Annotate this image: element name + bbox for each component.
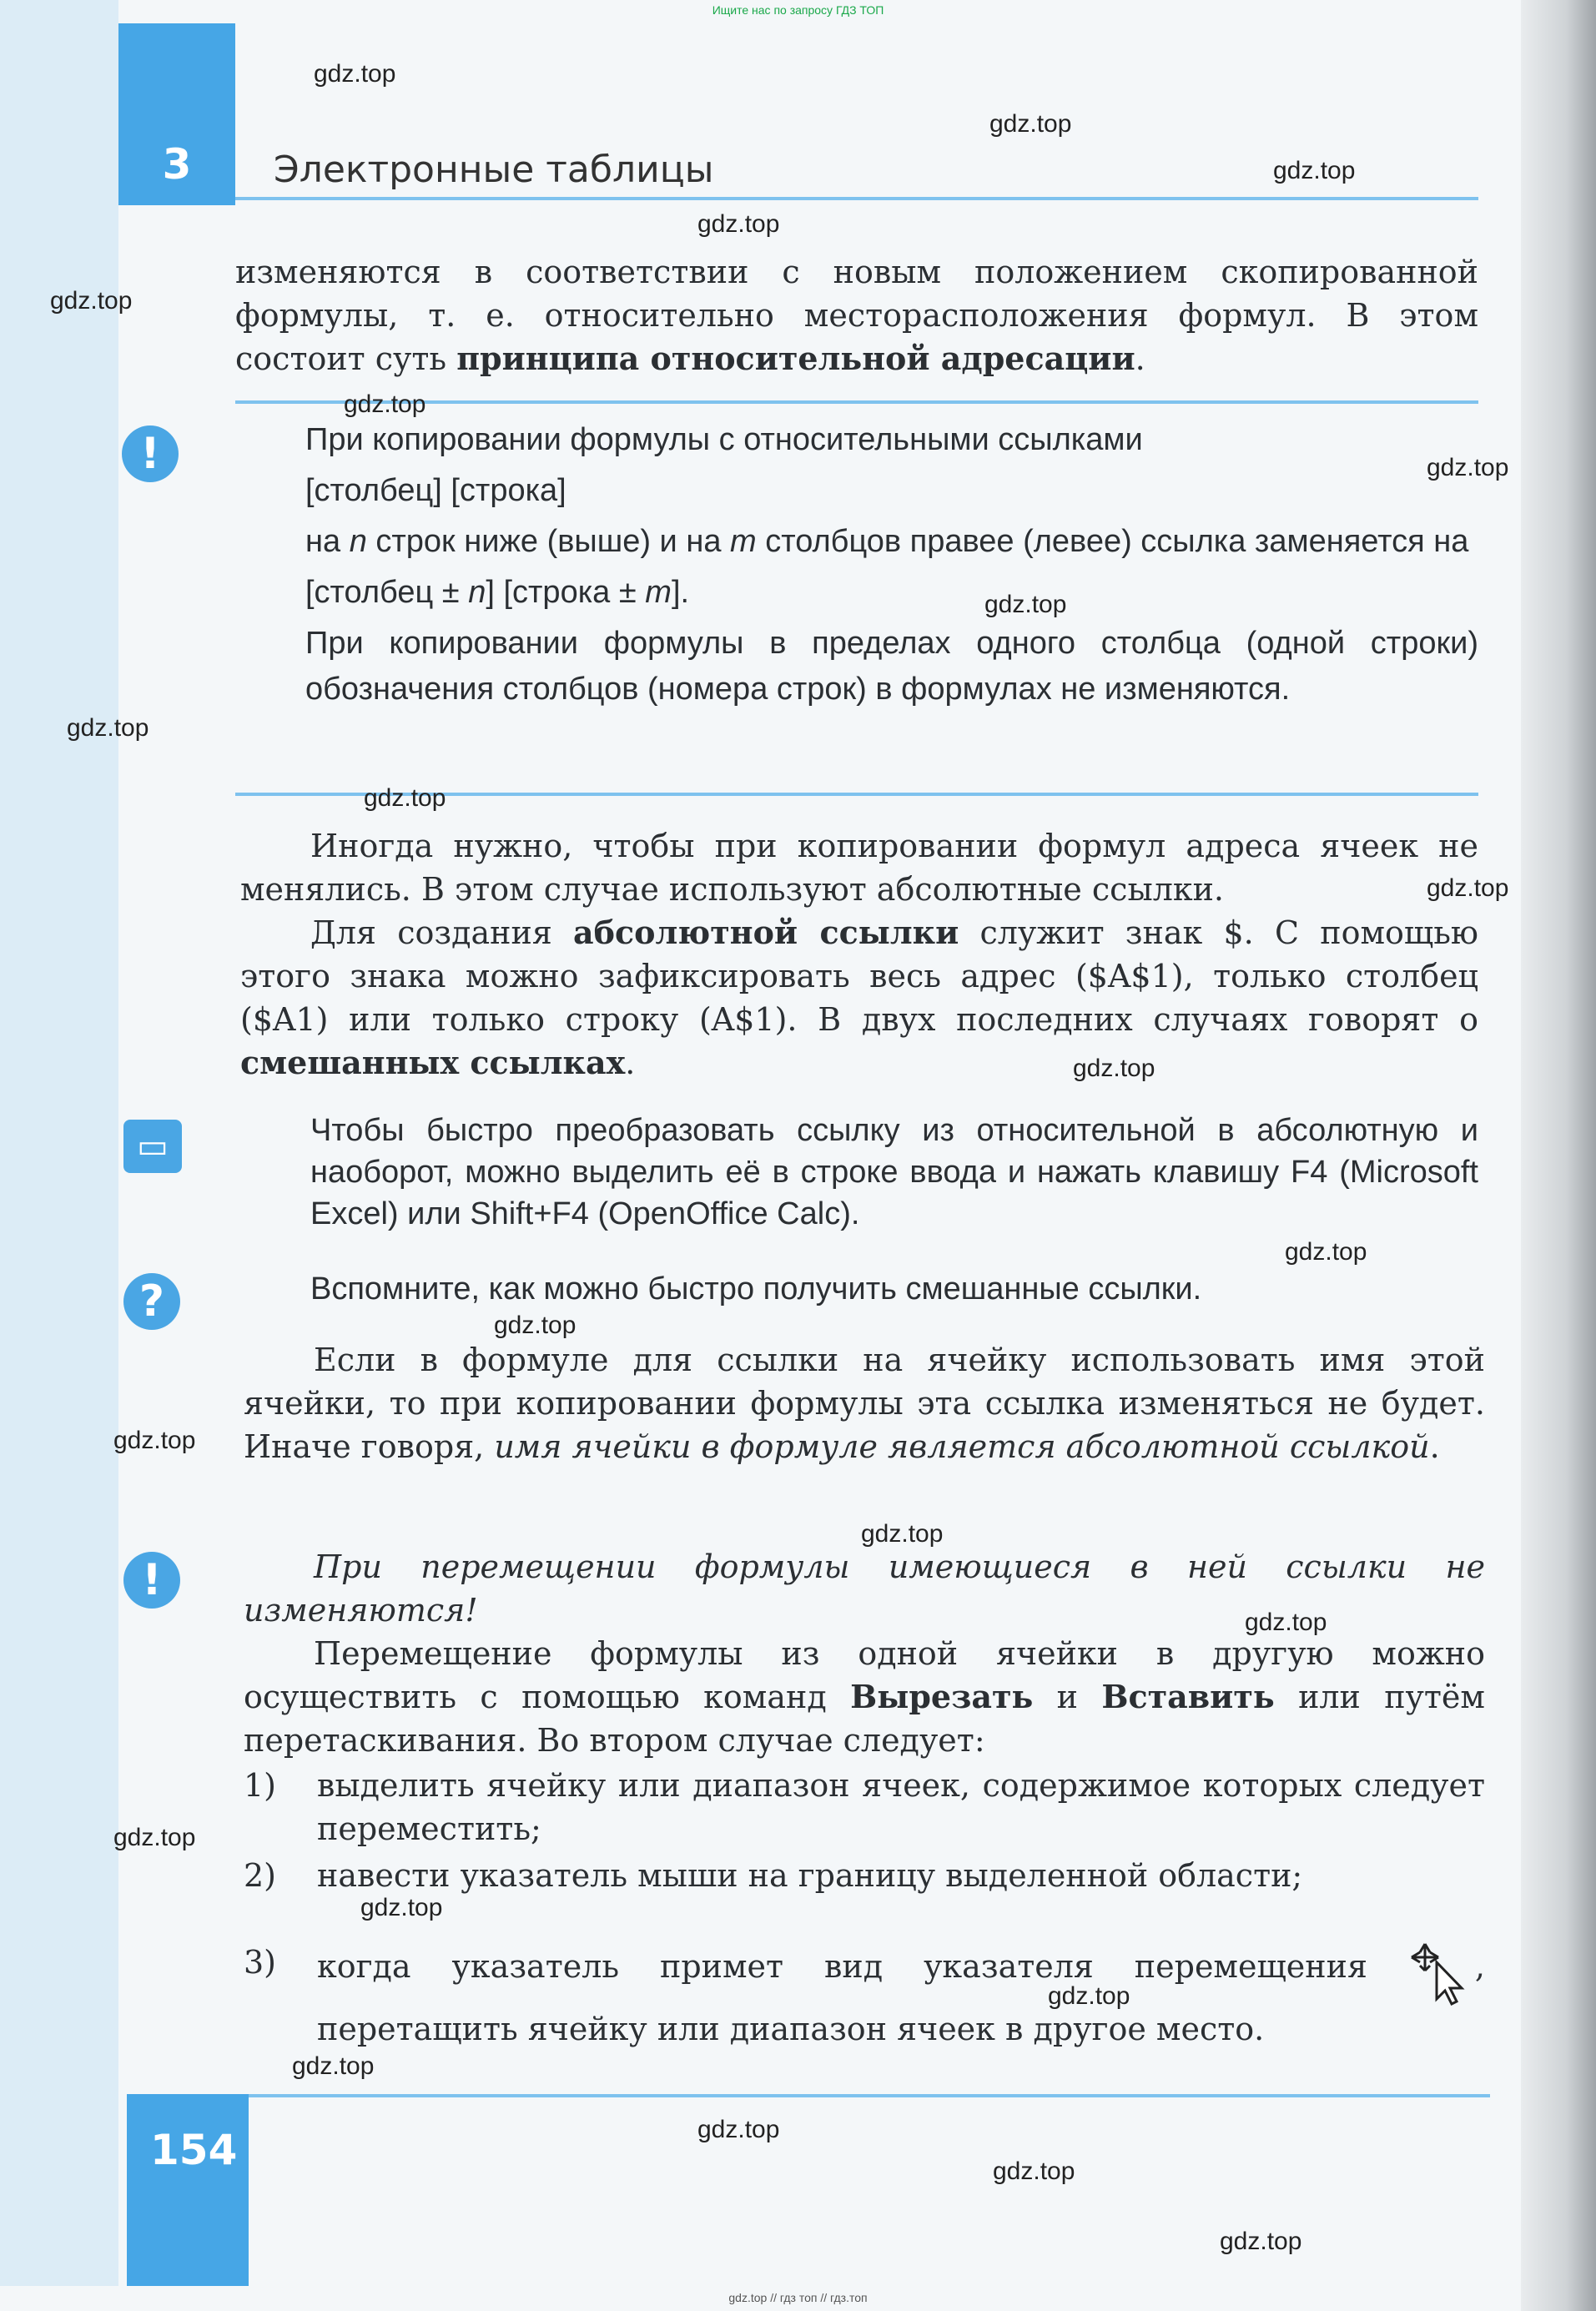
rule-box xyxy=(305,417,1478,712)
list-item-number: 3) xyxy=(244,1944,277,1981)
header-rule xyxy=(235,197,1478,200)
rule-line-5: При копировании формулы в пределах одного столбца (одной строки) обозначения столбцов (номера строк) в формулах не изменяются. xyxy=(305,626,1478,707)
mixed-bold-term: смешанных ссылках xyxy=(240,1044,626,1081)
watermark: gdz.top xyxy=(1273,157,1356,184)
var-m-2: m xyxy=(645,575,672,610)
exclamation-icon-2: ! xyxy=(123,1552,180,1609)
move-paragraph xyxy=(244,1632,1485,2051)
rule-line-4a: [столбец ± xyxy=(305,575,469,610)
rule-line-4b: ] [строка ± xyxy=(486,575,646,610)
bottom-note: gdz.top // гдз топ // гдз.топ xyxy=(728,2291,868,2304)
watermark: gdz.top xyxy=(1048,1982,1130,2010)
page-number: 154 xyxy=(150,2126,238,2174)
question-text: Вспомните, как можно быстро получить смешанные ссылки. xyxy=(310,1271,1202,1307)
list-item-text: выделить ячейку или диапазон ячеек, содержимое которых следует переместить; xyxy=(317,1767,1485,1847)
rule-line-2: [столбец] [строка] xyxy=(305,473,566,508)
watermark: gdz.top xyxy=(364,784,446,812)
intro-text-2: . xyxy=(1135,340,1145,377)
chapter-number: 3 xyxy=(162,140,192,189)
watermark: gdz.top xyxy=(314,60,396,88)
left-margin-strip xyxy=(0,0,118,2286)
computer-note: Чтобы быстро преобразовать ссылку из относительной в абсолютную и наоборот, можно выделить её в строке ввода и нажать клавишу F4 (Microsoft Excel) или Shift+F4 (OpenOffice Calc). xyxy=(310,1113,1478,1231)
watermark: gdz.top xyxy=(494,1312,576,1339)
watermark: gdz.top xyxy=(697,210,780,238)
watermark: gdz.top xyxy=(113,1427,196,1454)
absolute-p2 xyxy=(240,911,1478,1085)
list-item-text: навести указатель мыши на границу выделенной области; xyxy=(317,1857,1303,1894)
watermark: gdz.top xyxy=(861,1520,944,1548)
move-cursor-icon xyxy=(1408,1941,1475,2007)
top-note: Ищите нас по запросу ГДЗ ТОП xyxy=(712,3,884,17)
computer-icon: ▭ xyxy=(123,1120,182,1173)
absolute-p2a: Для создания xyxy=(310,914,574,951)
rule-line-3b: строк ниже (выше) и на xyxy=(366,524,731,559)
list-item-text xyxy=(317,1941,1485,2051)
watermark: gdz.top xyxy=(989,110,1072,138)
var-n: n xyxy=(349,524,367,559)
rule-line-4 xyxy=(305,570,1478,616)
watermark: gdz.top xyxy=(1427,454,1509,481)
rule-line-4c: ]. xyxy=(671,575,690,610)
absolute-p2b: служит знак $. С помощью этого знака можно зафиксировать весь адрес ($A$1), только столбец ($A1) или только строку (A$1). В двух последних случаях говорят о xyxy=(240,914,1478,1038)
rule-line-1: При копировании формулы с относительными ссылками xyxy=(305,422,1143,457)
chapter-title: Электронные таблицы xyxy=(274,149,714,191)
footer-rule xyxy=(249,2094,1490,2097)
name-para-b: . xyxy=(1429,1428,1440,1465)
watermark: gdz.top xyxy=(984,591,1067,618)
move-para-a: Перемещение формулы из одной ячейки в другую можно осуществить с помощью команд xyxy=(244,1635,1485,1715)
list-item xyxy=(244,1854,1485,1897)
intro-bold-term: принципа относительной адресации xyxy=(456,340,1135,377)
var-n-2: n xyxy=(468,575,486,610)
watermark: gdz.top xyxy=(697,2116,780,2143)
move-para-b: и xyxy=(1033,1679,1102,1715)
watermark: gdz.top xyxy=(1285,1238,1367,1266)
page-edge-shadow xyxy=(1521,0,1596,2311)
move-rule-text: При перемещении формулы имеющиеся в ней ссылки не изменяются! xyxy=(244,1548,1485,1629)
absolute-section xyxy=(240,824,1478,1085)
var-m: m xyxy=(730,524,757,559)
name-para-a: Если в формуле для ссылки на ячейку использовать имя этой ячейки, то при копировании формулы эта ссылка изменяться не будет. Иначе говоря, xyxy=(244,1342,1485,1465)
list-item-number: 2) xyxy=(244,1857,277,1894)
paste-command: Вставить xyxy=(1101,1678,1275,1715)
step3-text-a: когда указатель примет вид указателя перемещения xyxy=(317,1948,1367,1985)
name-paragraph xyxy=(244,1338,1485,1468)
rule-line-3 xyxy=(305,519,1478,565)
absolute-p2c: . xyxy=(625,1045,636,1081)
question-icon: ? xyxy=(123,1273,180,1330)
watermark: gdz.top xyxy=(1073,1055,1155,1082)
exclamation-icon: ! xyxy=(122,425,179,482)
list-item-number: 1) xyxy=(244,1767,277,1804)
chapter-tab xyxy=(118,23,235,205)
watermark: gdz.top xyxy=(360,1894,443,1921)
rule-line-3c: столбцов правее (левее) ссылка заменяется на xyxy=(756,524,1469,559)
intro-text-1: изменяются в соответствии с новым положением скопированной формулы, т. е. относительно месторасположения формул. В этом состоит суть xyxy=(235,254,1478,377)
watermark: gdz.top xyxy=(292,2052,375,2080)
move-para-c: или путём перетаскивания. Во втором случае следует: xyxy=(244,1679,1485,1759)
name-para-italic: имя ячейки в формуле является абсолютной ссылкой xyxy=(494,1428,1430,1465)
cut-command: Вырезать xyxy=(850,1678,1034,1715)
absolute-p1: Иногда нужно, чтобы при копировании формул адреса ячеек не менялись. В этом случае используют абсолютные ссылки. xyxy=(240,828,1478,908)
watermark: gdz.top xyxy=(1220,2228,1302,2255)
watermark: gdz.top xyxy=(1427,874,1509,902)
list-item xyxy=(244,1764,1485,1850)
watermark: gdz.top xyxy=(344,390,426,418)
watermark: gdz.top xyxy=(993,2157,1075,2185)
rule-line-3a: на xyxy=(305,524,350,559)
absolute-bold-term: абсолютной ссылки xyxy=(573,914,959,951)
list-item xyxy=(244,1941,1485,2051)
intro-paragraph xyxy=(235,250,1478,380)
watermark: gdz.top xyxy=(1245,1609,1327,1636)
watermark: gdz.top xyxy=(67,714,149,742)
watermark: gdz.top xyxy=(113,1824,196,1851)
page-number-box xyxy=(127,2094,249,2286)
step3-text-b: , перетащить ячейку или диапазон ячеек в другое место. xyxy=(317,1948,1485,2047)
watermark: gdz.top xyxy=(50,287,133,315)
